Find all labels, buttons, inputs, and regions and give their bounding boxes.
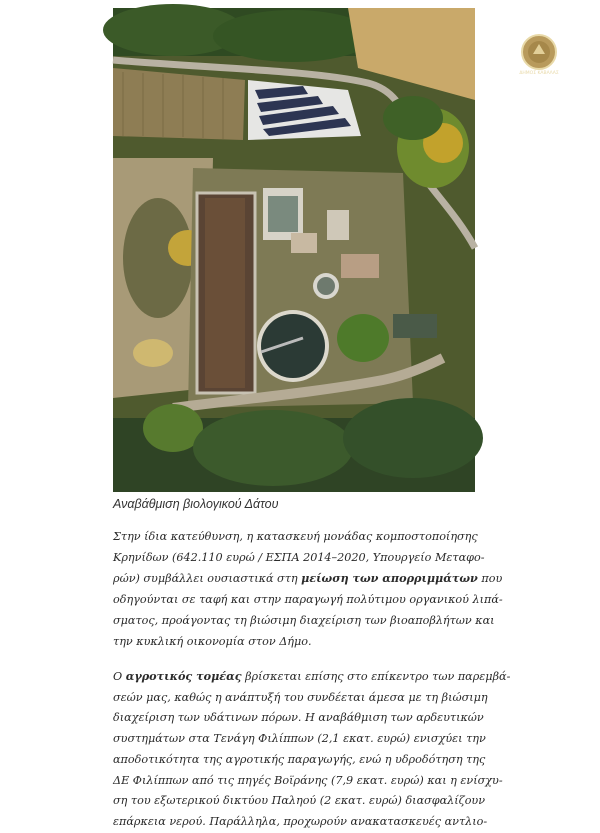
text-segment: την κυκλική οικονομία στον Δήμο.	[113, 634, 312, 648]
text-line	[113, 568, 503, 590]
text-segment: αποδοτικότητα της αγροτικής παραγωγής, ενώ η υδροδότηση της	[113, 752, 486, 766]
text-line	[113, 527, 477, 548]
text-segment: Ο	[113, 670, 126, 683]
text-line	[113, 812, 488, 833]
paragraph-composting	[113, 527, 503, 652]
text-segment: οδηγούνται σε ταφή και στην παραγωγή πολύτιμου οργανικού λιπά-	[113, 593, 503, 607]
text-segment: βρίσκεται επίσης στο επίκεντρο των παρεμβά-	[241, 670, 511, 683]
text-line	[113, 688, 488, 709]
text-segment: συστημάτων στα Τενάγη Φιλίππων (2,1 εκατ. ευρώ) ενισχύει την	[113, 732, 486, 746]
text-segment: Στην ίδια κατεύθυνση, η κατασκευή μονάδας κομποστοποίησης	[113, 530, 478, 543]
text-line	[113, 611, 495, 632]
text-line	[113, 791, 486, 812]
text-line	[113, 548, 485, 569]
text-segment: επάρκεια νερού. Παράλληλα, προχωρούν ανακατασκευές αντλιο-	[113, 814, 488, 828]
text-segment: ρών) συμβάλλει ουσιαστικά στη	[113, 572, 302, 586]
text-line	[113, 771, 503, 792]
text-line	[113, 666, 511, 688]
text-line	[113, 708, 484, 729]
aerial-photo-illustration	[113, 8, 475, 492]
text-segment: ΔΕ Φιλίππων από τις πηγές Βοϊράνης (7,9 εκατ. ευρώ) και η ενίσχυ-	[113, 773, 503, 787]
text-segment: διαχείριση των υδάτινων πόρων. Η αναβάθμιση των αρδευτικών	[113, 711, 484, 725]
svg-text:ΔΗΜΟΣ ΚΑΒΑΛΑΣ: ΔΗΜΟΣ ΚΑΒΑΛΑΣ	[519, 71, 559, 76]
logo-emblem-icon	[517, 32, 561, 76]
text-segment: ση του εξωτερικού δικτύου Παληού (2 εκατ. ευρώ) διασφαλίζουν	[113, 794, 486, 808]
emphasized-text: αγροτικός τομέας	[125, 669, 242, 683]
text-segment: σματος, προάγοντας τη βιώσιμη διαχείριση των βιοαποβλήτων και	[113, 613, 495, 627]
text-line	[113, 729, 486, 750]
text-line	[113, 632, 477, 653]
photo-caption: Αναβάθμιση βιολογικού Δάτου	[113, 497, 279, 511]
text-segment: που	[477, 572, 503, 586]
aerial-photo	[113, 8, 559, 492]
municipality-logo	[517, 32, 561, 76]
text-line	[113, 590, 503, 611]
text-line	[113, 750, 486, 771]
paragraph-agriculture	[113, 666, 511, 833]
text-segment: Κρηνίδων (642.110 ευρώ / ΕΣΠΑ 2014–2020, Υπουργείο Μεταφο-	[113, 550, 485, 564]
emphasized-text: μείωση των απορριμμάτων	[301, 571, 478, 586]
text-segment: σεών μας, καθώς η ανάπτυξή του συνδέεται άμεσα με τη βιώσιμη	[113, 690, 488, 704]
